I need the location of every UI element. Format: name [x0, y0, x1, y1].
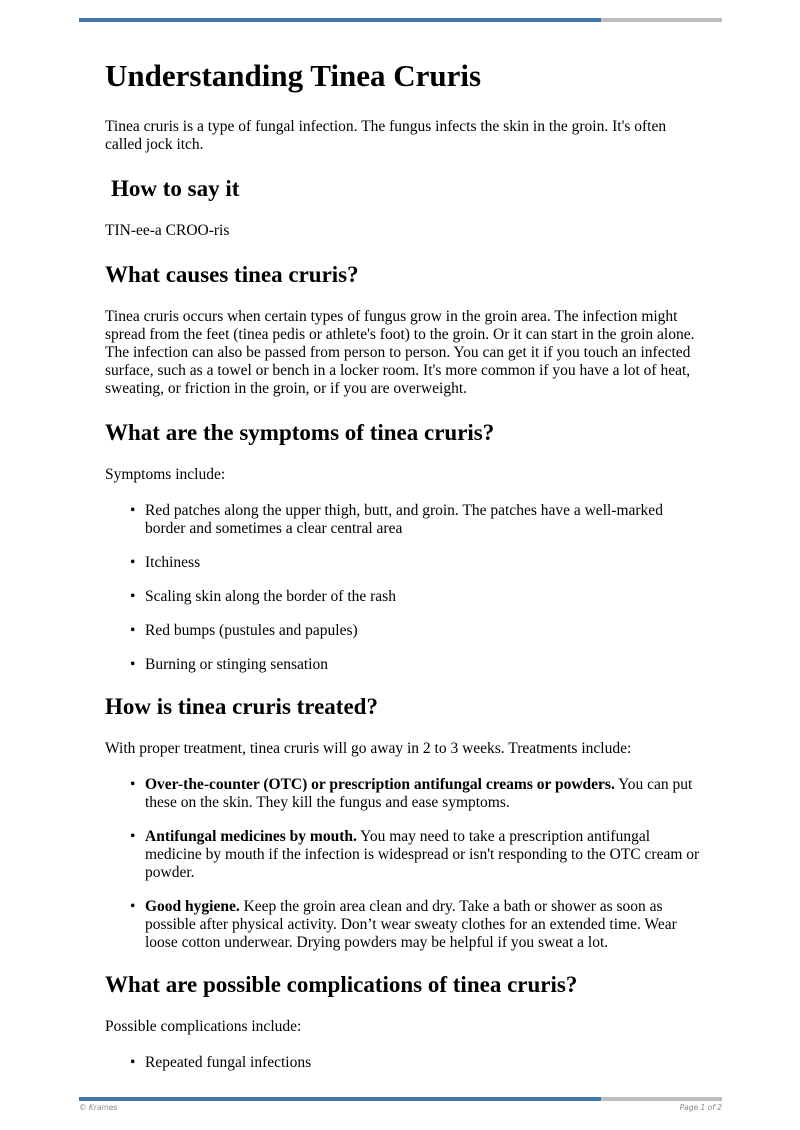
list-item — [145, 776, 705, 812]
symptoms-intro: Symptoms include: — [105, 466, 226, 483]
pronunciation-text: TIN-ee-a CROO-ris — [105, 222, 230, 239]
list-item: • Itchiness — [145, 554, 705, 572]
list-item: • Red bumps (pustules and papules) — [145, 622, 705, 640]
symptoms-list — [105, 502, 705, 674]
treatment-intro: With proper treatment, tinea cruris will go away in 2 to 3 weeks. Treatments include: — [105, 740, 632, 757]
treatment-label: Good hygiene. — [145, 898, 240, 915]
treatment-text: You may need to take a prescription antifungal medicine by mouth if the infection is widespread or isn't responding to the OTC cream or powder. — [145, 828, 700, 881]
page-footer — [79, 1103, 722, 1112]
header-rule — [79, 18, 722, 22]
list-item — [145, 898, 705, 952]
list-item: • Repeated fungal infections — [145, 1054, 705, 1072]
treatment-text: Keep the groin area clean and dry. Take a bath or shower as soon as possible after physical activity. Don’t wear sweaty clothes for an extended time. Wear loose cotton underwear. Drying powders may be helpful if you sweat a lot. — [145, 898, 677, 951]
section-heading-causes: What causes tinea cruris? — [105, 262, 359, 287]
section-heading-treatment: How is tinea cruris treated? — [105, 694, 378, 719]
header-rule-accent — [79, 18, 601, 22]
complications-list — [105, 1054, 705, 1072]
section-heading-pronunciation: How to say it — [111, 176, 240, 201]
section-heading-symptoms: What are the symptoms of tinea cruris? — [105, 420, 495, 445]
list-item — [145, 828, 705, 882]
document-body — [105, 56, 705, 1072]
list-item: • Scaling skin along the border of the rash — [145, 588, 705, 606]
complications-intro: Possible complications include: — [105, 1018, 302, 1035]
footer-rule — [79, 1097, 722, 1101]
treatment-label: Over-the-counter (OTC) or prescription antifungal creams or powders. — [145, 776, 615, 793]
list-item: • Red patches along the upper thigh, butt, and groin. The patches have a well-marked border and sometimes a clear central area — [145, 502, 705, 538]
treatment-label: Antifungal medicines by mouth. — [145, 828, 357, 845]
footer-rule-accent — [79, 1097, 601, 1101]
causes-paragraph: Tinea cruris occurs when certain types of fungus grow in the groin area. The infection might spread from the feet (tinea pedis or athlete's foot) to the groin. Or it can start in the groin alone. The infection can also be passed from person to person. You can get it if you touch an infected surface, such as a towel or bench in a locker room. It's more common if you have a lot of heat, sweating, or friction in the groin, or if you are overweight. — [105, 308, 695, 397]
treatment-text: You can put these on the skin. They kill the fungus and ease symptoms. — [145, 776, 693, 811]
intro-paragraph: Tinea cruris is a type of fungal infection. The fungus infects the skin in the groin. It's often called jock itch. — [105, 118, 667, 153]
page-title: Understanding Tinea Cruris — [105, 58, 482, 93]
list-item: • Burning or stinging sensation — [145, 656, 705, 674]
treatment-list — [105, 776, 705, 952]
section-heading-complications: What are possible complications of tinea cruris? — [105, 972, 578, 997]
page-number: Page 1 of 2 — [679, 1103, 722, 1112]
copyright-text: © Krames — [79, 1103, 118, 1112]
